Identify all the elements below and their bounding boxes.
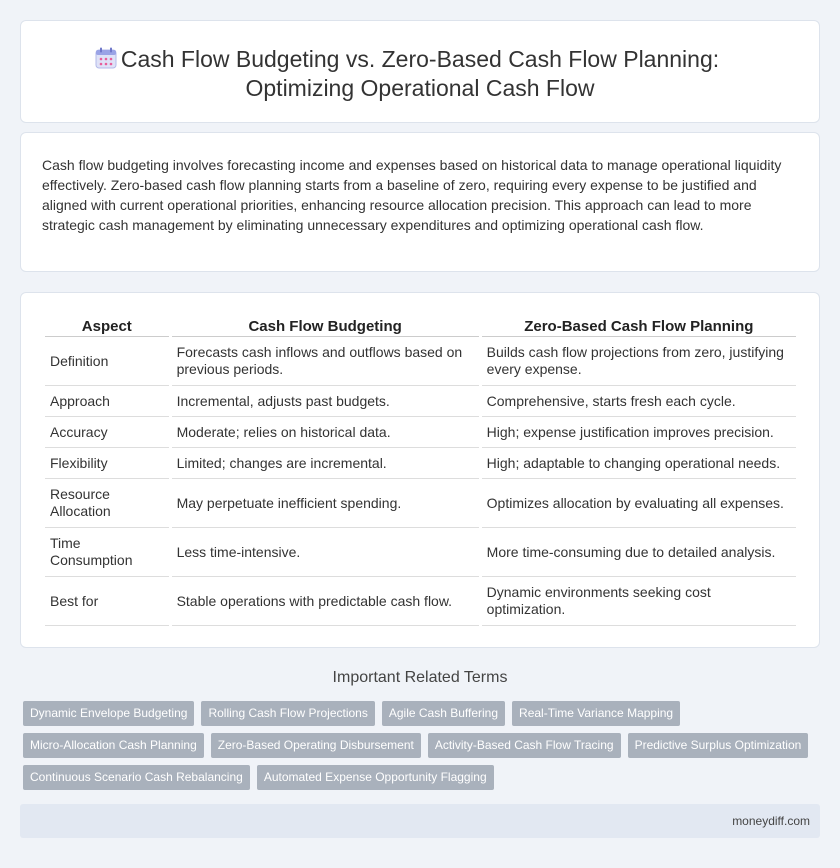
related-term-tag[interactable]: Zero-Based Operating Disbursement [211, 733, 421, 758]
row-aspect: Definition [45, 337, 169, 386]
row-budgeting-value: Forecasts cash inflows and outflows based on previous periods. [172, 337, 479, 386]
row-zero-based-value: Optimizes allocation by evaluating all expenses. [482, 479, 796, 528]
page-title-line-1: Cash Flow Budgeting vs. Zero-Based Cash Flow Planning: [120, 46, 720, 72]
table-row [45, 337, 796, 386]
title-card [20, 20, 820, 123]
page-title [21, 45, 819, 103]
related-term-tag[interactable]: Agile Cash Buffering [382, 701, 505, 726]
related-term-tag[interactable]: Dynamic Envelope Budgeting [23, 701, 194, 726]
related-terms-heading: Important Related Terms [332, 669, 508, 686]
table-row [45, 479, 796, 528]
header-cash-flow-budgeting: Cash Flow Budgeting [172, 315, 479, 337]
related-term-tag[interactable]: Activity-Based Cash Flow Tracing [428, 733, 621, 758]
related-term-tag[interactable]: Continuous Scenario Cash Rebalancing [23, 765, 250, 790]
related-term-tag[interactable]: Predictive Surplus Optimization [628, 733, 809, 758]
row-aspect: Resource Allocation [45, 479, 169, 528]
page-title-line-2: Optimizing Operational Cash Flow [245, 75, 595, 101]
row-budgeting-value: Stable operations with predictable cash flow. [172, 577, 479, 626]
related-term-tag[interactable]: Real-Time Variance Mapping [512, 701, 680, 726]
tag-row [23, 701, 687, 726]
table-row [45, 528, 796, 577]
row-budgeting-value: Less time-intensive. [172, 528, 479, 577]
footer [20, 804, 820, 838]
table-header-row [45, 315, 796, 337]
comparison-table [42, 315, 799, 626]
row-budgeting-value: Moderate; relies on historical data. [172, 417, 479, 448]
row-zero-based-value: Builds cash flow projections from zero, justifying every expense. [482, 337, 796, 386]
related-term-tag[interactable]: Micro-Allocation Cash Planning [23, 733, 204, 758]
related-term-tag[interactable]: Automated Expense Opportunity Flagging [257, 765, 494, 790]
row-aspect: Best for [45, 577, 169, 626]
row-aspect: Accuracy [45, 417, 169, 448]
row-aspect: Approach [45, 386, 169, 417]
intro-paragraph: Cash flow budgeting involves forecasting income and expenses based on historical data to manage operational liquidity effectively. Zero-based cash flow planning starts from a baseline of zero, requiring every expense to be justified and aligned with current operational priorities, enhancing resource allocation precision. This approach can lead to more strategic cash management by eliminating unnecessary expenditures and optimizing operational cash flow. [42, 157, 782, 233]
comparison-card [20, 292, 820, 648]
row-budgeting-value: May perpetuate inefficient spending. [172, 479, 479, 528]
row-budgeting-value: Limited; changes are incremental. [172, 448, 479, 479]
header-zero-based-planning: Zero-Based Cash Flow Planning [482, 315, 796, 337]
table-row [45, 448, 796, 479]
row-aspect: Flexibility [45, 448, 169, 479]
table-row [45, 577, 796, 626]
intro-card [20, 132, 820, 272]
tag-row [23, 765, 501, 790]
table-row [45, 417, 796, 448]
row-zero-based-value: More time-consuming due to detailed analysis. [482, 528, 796, 577]
row-zero-based-value: Dynamic environments seeking cost optimization. [482, 577, 796, 626]
table-row [45, 386, 796, 417]
row-zero-based-value: High; expense justification improves precision. [482, 417, 796, 448]
footer-site-link[interactable]: moneydiff.com [732, 814, 810, 828]
tag-row [23, 733, 815, 758]
header-aspect: Aspect [45, 315, 169, 337]
row-zero-based-value: Comprehensive, starts fresh each cycle. [482, 386, 796, 417]
row-budgeting-value: Incremental, adjusts past budgets. [172, 386, 479, 417]
row-zero-based-value: High; adaptable to changing operational needs. [482, 448, 796, 479]
row-aspect: Time Consumption [45, 528, 169, 577]
related-term-tag[interactable]: Rolling Cash Flow Projections [201, 701, 374, 726]
